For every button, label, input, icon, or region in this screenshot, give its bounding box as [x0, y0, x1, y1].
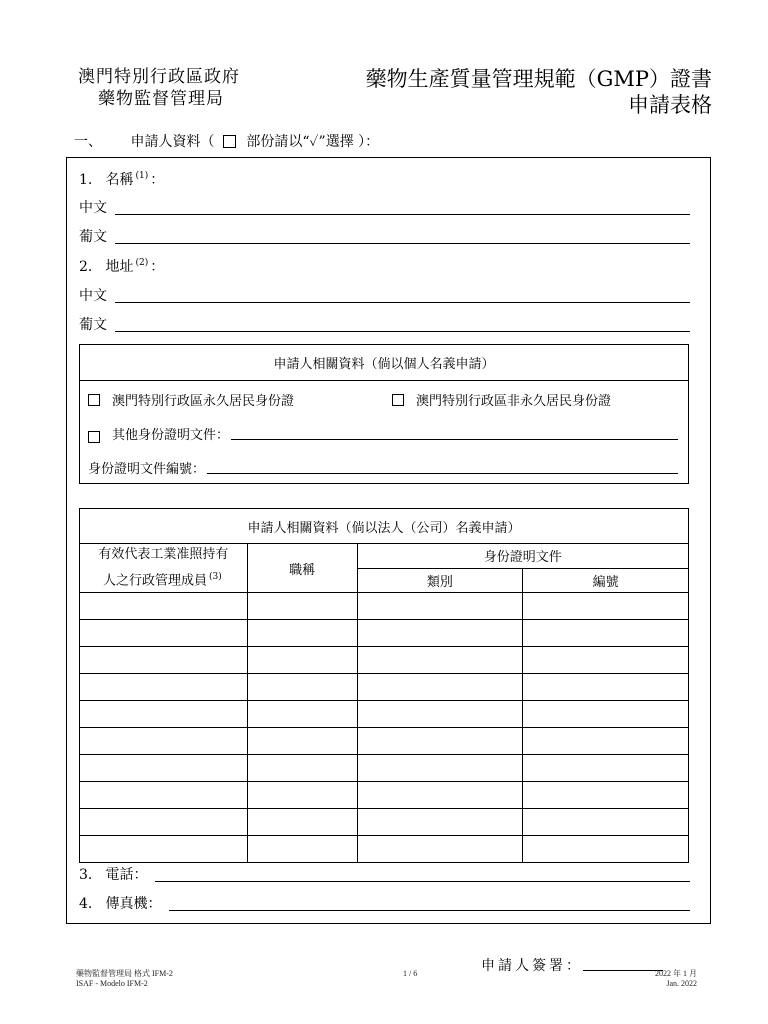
id-type-cell[interactable] — [357, 620, 523, 647]
position-cell[interactable] — [247, 782, 357, 809]
id-number-cell[interactable] — [523, 593, 689, 620]
table-row — [80, 647, 689, 674]
section-label-suffix: 部份請以“✓”選擇 ）： — [246, 134, 380, 150]
number-column-header: 編號 — [523, 568, 689, 593]
permanent-id-option[interactable] — [88, 390, 294, 409]
address-heading-row — [79, 257, 690, 277]
name-portuguese-field[interactable] — [115, 243, 690, 244]
id-number-cell[interactable] — [523, 674, 689, 701]
address-label: 地址 — [105, 259, 134, 275]
form-title — [366, 66, 712, 118]
id-doc-column-header: 身份證明文件 — [357, 544, 688, 569]
id-type-cell[interactable] — [357, 701, 523, 728]
name-chinese-row — [79, 198, 690, 218]
applicant-info-frame — [66, 157, 711, 924]
section-1-heading — [74, 131, 379, 151]
footer-form-code-pt: ISAF - Modelo IFM-2 — [76, 979, 148, 988]
id-number-field[interactable] — [207, 473, 678, 474]
form-title-line1: 藥物生產質量管理規範（GMP）證書 — [365, 67, 712, 91]
nonpermanent-id-label: 澳門特別行政區非永久居民身份證 — [416, 394, 612, 409]
table-row — [80, 620, 689, 647]
member-header-line2: 人之行政管理成員 — [102, 573, 207, 589]
position-cell[interactable] — [247, 836, 357, 863]
address-chinese-label: 中文 — [79, 288, 107, 304]
table-row — [80, 593, 689, 620]
member-cell[interactable] — [80, 701, 248, 728]
position-cell[interactable] — [247, 701, 357, 728]
fax-field[interactable] — [169, 910, 690, 911]
name-heading-row — [79, 170, 690, 190]
fax-label: 傳真機： — [105, 896, 162, 912]
table-row — [80, 701, 689, 728]
id-number-cell[interactable] — [523, 809, 689, 836]
id-type-cell[interactable] — [357, 809, 523, 836]
member-column-header — [80, 544, 248, 593]
signature-field[interactable] — [583, 970, 663, 971]
name-number: 1. — [79, 172, 93, 188]
permanent-id-label: 澳門特別行政區永久居民身份證 — [112, 394, 295, 409]
corporate-table-body — [80, 593, 689, 863]
id-number-cell[interactable] — [523, 701, 689, 728]
member-cell[interactable] — [80, 782, 248, 809]
footer-form-code — [76, 969, 173, 989]
member-cell[interactable] — [80, 647, 248, 674]
id-type-cell[interactable] — [357, 782, 523, 809]
footer-date-pt: Jan. 2022 — [666, 979, 697, 988]
address-footnote: (2) — [135, 258, 149, 269]
footer-date-zh: 2022 年 1 月 — [655, 969, 697, 978]
table-row — [80, 674, 689, 701]
phone-label: 電話： — [105, 867, 148, 883]
phone-field[interactable] — [155, 881, 690, 882]
id-type-cell[interactable] — [357, 836, 523, 863]
footer-date — [655, 969, 697, 989]
signature-label: 申請人簽署： — [481, 958, 583, 974]
footer-form-code-zh: 藥物監督管理局 格式 IFM-2 — [76, 969, 173, 978]
address-colon: ： — [150, 259, 165, 275]
member-header-line1: 有效代表工業准照持有 — [98, 547, 229, 562]
address-number: 2. — [79, 259, 93, 275]
member-footnote: (3) — [208, 572, 222, 582]
id-type-cell[interactable] — [357, 755, 523, 782]
org-name-line2: 藥物監督管理局 — [98, 89, 224, 109]
name-portuguese-row — [79, 227, 690, 247]
table-row — [80, 755, 689, 782]
id-number-label: 身份證明文件編號： — [88, 462, 206, 477]
checkbox-sample-icon — [223, 135, 236, 148]
address-chinese-row — [79, 286, 690, 306]
position-column-header: 職稱 — [247, 544, 357, 593]
address-portuguese-row — [79, 315, 690, 335]
id-type-cell[interactable] — [357, 728, 523, 755]
corporate-applicant-table — [79, 508, 689, 863]
other-id-row — [88, 424, 678, 443]
name-colon: ： — [150, 172, 165, 188]
individual-applicant-box — [79, 344, 689, 484]
name-footnote: (1) — [135, 171, 149, 182]
position-cell[interactable] — [247, 809, 357, 836]
member-cell[interactable] — [80, 593, 248, 620]
id-number-cell[interactable] — [523, 836, 689, 863]
name-chinese-field[interactable] — [115, 214, 690, 215]
position-cell[interactable] — [247, 755, 357, 782]
signature-block — [481, 955, 663, 975]
address-portuguese-label: 葡文 — [79, 317, 107, 333]
position-cell[interactable] — [247, 620, 357, 647]
id-number-cell[interactable] — [523, 782, 689, 809]
section-number: 一、 — [74, 134, 102, 150]
member-cell[interactable] — [80, 674, 248, 701]
phone-number: 3. — [79, 867, 93, 883]
position-cell[interactable] — [247, 647, 357, 674]
name-chinese-label: 中文 — [79, 200, 107, 216]
fax-row — [79, 894, 690, 914]
id-number-cell[interactable] — [523, 728, 689, 755]
nonpermanent-id-checkbox[interactable] — [392, 394, 404, 406]
type-column-header: 類別 — [357, 568, 523, 593]
table-row — [80, 836, 689, 863]
position-cell[interactable] — [247, 593, 357, 620]
id-number-cell[interactable] — [523, 647, 689, 674]
table-row — [80, 728, 689, 755]
id-number-cell[interactable] — [523, 755, 689, 782]
member-cell[interactable] — [80, 728, 248, 755]
id-number-row — [88, 458, 678, 477]
member-cell[interactable] — [80, 620, 248, 647]
phone-row — [79, 865, 690, 885]
corporate-table-heading: 申請人相關資料（倘以法人（公司）名義申請） — [80, 509, 689, 544]
id-type-cell[interactable] — [357, 674, 523, 701]
table-row — [80, 782, 689, 809]
other-id-checkbox[interactable] — [88, 431, 100, 443]
form-title-line2: 申請表格 — [628, 93, 712, 117]
other-id-label: 其他身份證明文件： — [112, 428, 230, 443]
id-type-cell[interactable] — [357, 647, 523, 674]
position-cell[interactable] — [247, 728, 357, 755]
individual-box-heading: 申請人相關資料（倘以個人名義申請） — [80, 345, 688, 381]
id-number-cell[interactable] — [523, 620, 689, 647]
member-cell[interactable] — [80, 809, 248, 836]
position-cell[interactable] — [247, 674, 357, 701]
permanent-id-checkbox[interactable] — [88, 394, 100, 406]
name-portuguese-label: 葡文 — [79, 229, 107, 245]
nonpermanent-id-option[interactable] — [392, 390, 611, 409]
name-label: 名稱 — [105, 172, 134, 188]
page-number: 1 / 6 — [403, 969, 418, 978]
address-chinese-field[interactable] — [115, 302, 690, 303]
issuing-authority — [78, 66, 240, 110]
org-name-line1: 澳門特別行政區政府 — [78, 67, 240, 87]
member-cell[interactable] — [80, 836, 248, 863]
id-type-cell[interactable] — [357, 593, 523, 620]
table-row — [80, 809, 689, 836]
other-id-field[interactable] — [231, 439, 678, 440]
fax-number: 4. — [79, 896, 93, 912]
member-cell[interactable] — [80, 755, 248, 782]
address-portuguese-field[interactable] — [115, 331, 690, 332]
section-label-prefix: 申請人資料（ — [130, 134, 215, 150]
